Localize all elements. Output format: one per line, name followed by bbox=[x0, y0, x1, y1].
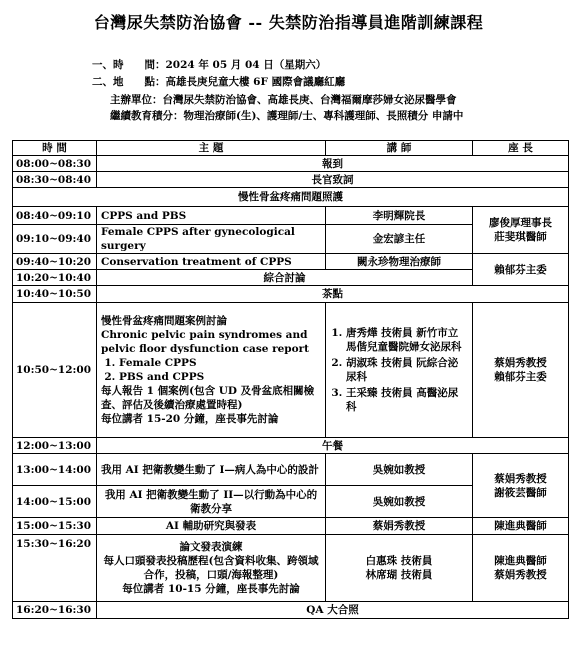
speaker-cell: 蔡娟秀教授 bbox=[326, 518, 473, 535]
topic-line: 每位講者 10-15 分鐘，座長事先討論 bbox=[122, 583, 300, 595]
time-cell: 10:50~12:00 bbox=[13, 303, 97, 438]
topic-cell: 綜合討論 bbox=[97, 270, 473, 286]
speaker-cell: 吳婉如教授 bbox=[326, 454, 473, 486]
chair-cell: 陳進典醫師 bbox=[473, 518, 569, 535]
table-row bbox=[13, 438, 569, 454]
chair-cell bbox=[473, 454, 569, 518]
time-cell: 09:40~10:20 bbox=[13, 254, 97, 270]
speaker-cell bbox=[326, 535, 473, 602]
topic-cell bbox=[97, 535, 326, 602]
topic-cell bbox=[97, 303, 326, 438]
chair-cell bbox=[473, 303, 569, 438]
time-cell: 12:00~13:00 bbox=[13, 438, 97, 454]
table-row bbox=[13, 602, 569, 619]
topic-cell: CPPS and PBS bbox=[97, 207, 326, 225]
list-item: 1. 唐秀燁 技術員 新竹市立馬偕兒童醫院婦女泌尿科 bbox=[346, 326, 468, 354]
topic-cell: Female CPPS after gynecological surgery bbox=[97, 225, 326, 254]
header-speaker: 講 師 bbox=[326, 141, 473, 156]
table-row bbox=[13, 454, 569, 486]
table-row bbox=[13, 286, 569, 303]
topic-line: 每人口頭發表投稿歷程(包含資料收集、跨領域合作，投稿，口頭/海報整理) bbox=[103, 555, 319, 581]
list-item: 1. Female CPPS bbox=[119, 356, 321, 370]
speaker-cell: 金宏諺主任 bbox=[326, 225, 473, 254]
chair-name: 謝筱芸醫師 bbox=[494, 486, 547, 499]
section-row bbox=[13, 188, 569, 207]
speaker-cell: 闕永珍物理治療師 bbox=[326, 254, 473, 270]
time-cell: 14:00~15:00 bbox=[13, 486, 97, 518]
chair-name: 蔡娟秀教授 bbox=[494, 357, 547, 369]
time-cell: 15:00~15:30 bbox=[13, 518, 97, 535]
topic-cell: 我用 AI 把衛教變生動了 II—以行動為中心的衛教分享 bbox=[97, 486, 326, 518]
speaker-cell: 吳婉如教授 bbox=[326, 486, 473, 518]
chair-cell bbox=[473, 207, 569, 254]
speaker-name: 林席瑚 技術員 bbox=[365, 569, 433, 581]
event-time bbox=[92, 57, 326, 72]
section-title: 慢性骨盆疼痛問題照護 bbox=[13, 188, 569, 207]
time-cell: 10:20~10:40 bbox=[13, 270, 97, 286]
table-row bbox=[13, 156, 569, 172]
topic-cell: 報到 bbox=[97, 156, 569, 172]
time-cell: 10:40~10:50 bbox=[13, 286, 97, 303]
page-title: 台灣尿失禁防治協會 -- 失禁防治指導員進階訓練課程 bbox=[93, 13, 484, 32]
topic-line: 慢性骨盆疼痛問題案例討論 bbox=[101, 315, 227, 327]
topic-cell: 長官致詞 bbox=[97, 172, 569, 188]
topic-list bbox=[101, 356, 321, 384]
header-chair: 座 長 bbox=[473, 141, 569, 156]
speaker-cell: 李明輝院長 bbox=[326, 207, 473, 225]
time-label: 一、時 間： bbox=[92, 59, 166, 71]
credits: 繼續教育積分：物理治療師(生)、護理師/士、專科護理師、長照積分 申請中 bbox=[110, 110, 464, 122]
table-row bbox=[13, 518, 569, 535]
table-row bbox=[13, 535, 569, 602]
time-cell: 13:00~14:00 bbox=[13, 454, 97, 486]
schedule-table bbox=[12, 140, 569, 619]
topic-line: Chronic pelvic pain syndromes and pelvic floor dysfunction case report bbox=[101, 329, 310, 355]
chair-name: 莊斐琪醫師 bbox=[494, 231, 547, 243]
topic-cell: QA 大合照 bbox=[97, 602, 569, 619]
chair-name: 廖俊厚理事長 bbox=[489, 217, 552, 229]
list-item: 2. PBS and CPPS bbox=[119, 370, 321, 384]
time-cell: 09:10~09:40 bbox=[13, 225, 97, 254]
time-cell: 15:30~16:20 bbox=[13, 535, 97, 602]
topic-cell: AI 輔助研究與發表 bbox=[97, 518, 326, 535]
speaker-cell bbox=[326, 303, 473, 438]
topic-cell: 我用 AI 把衛教變生動了 I—病人為中心的設計 bbox=[97, 454, 326, 486]
chair-cell: 賴郁芬主委 bbox=[473, 254, 569, 286]
time-cell: 16:20~16:30 bbox=[13, 602, 97, 619]
speaker-list bbox=[330, 326, 468, 414]
header-time: 時 間 bbox=[13, 141, 97, 156]
time-value: 2024 年 05 月 04 日（星期六） bbox=[165, 59, 327, 71]
time-cell: 08:30~08:40 bbox=[13, 172, 97, 188]
topic-cell: 午餐 bbox=[97, 438, 569, 454]
topic-cell: 茶點 bbox=[97, 286, 569, 303]
place-label: 二、地 點： bbox=[92, 76, 166, 88]
table-row bbox=[13, 254, 569, 270]
table-row bbox=[13, 207, 569, 225]
speaker-name: 白惠珠 技術員 bbox=[365, 555, 433, 567]
table-row bbox=[13, 172, 569, 188]
organizers: 主辦單位：台灣尿失禁防治協會、高雄長庚、台灣福爾摩莎婦女泌尿醫學會 bbox=[110, 94, 457, 106]
place-value: 高雄長庚兒童大樓 6F 國際會議廳紅廳 bbox=[165, 76, 346, 88]
table-row bbox=[13, 303, 569, 438]
header-topic: 主 題 bbox=[97, 141, 326, 156]
topic-line: 論文發表演練 bbox=[179, 541, 243, 553]
chair-name: 蔡娟秀教授 bbox=[494, 569, 547, 581]
list-item: 2. 胡淑珠 技術員 阮綜合泌尿科 bbox=[346, 356, 468, 384]
list-item: 3. 王采臻 技術員 高醫泌尿科 bbox=[346, 386, 468, 414]
topic-cell: Conservation treatment of CPPS bbox=[97, 254, 326, 270]
time-cell: 08:40~09:10 bbox=[13, 207, 97, 225]
time-cell: 08:00~08:30 bbox=[13, 156, 97, 172]
chair-name: 蔡娟秀教授 bbox=[494, 472, 547, 485]
chair-cell bbox=[473, 535, 569, 602]
topic-note: 每位講者 15-20 分鐘，座長事先討論 bbox=[101, 413, 279, 425]
event-place bbox=[92, 74, 345, 89]
table-header-row bbox=[13, 141, 569, 156]
topic-note: 每人報告 1 個案例(包含 UD 及骨盆底相關檢查、評估及後續治療處置時程) bbox=[101, 385, 315, 411]
chair-name: 賴郁芬主委 bbox=[494, 371, 547, 383]
chair-name: 陳進典醫師 bbox=[494, 555, 547, 567]
